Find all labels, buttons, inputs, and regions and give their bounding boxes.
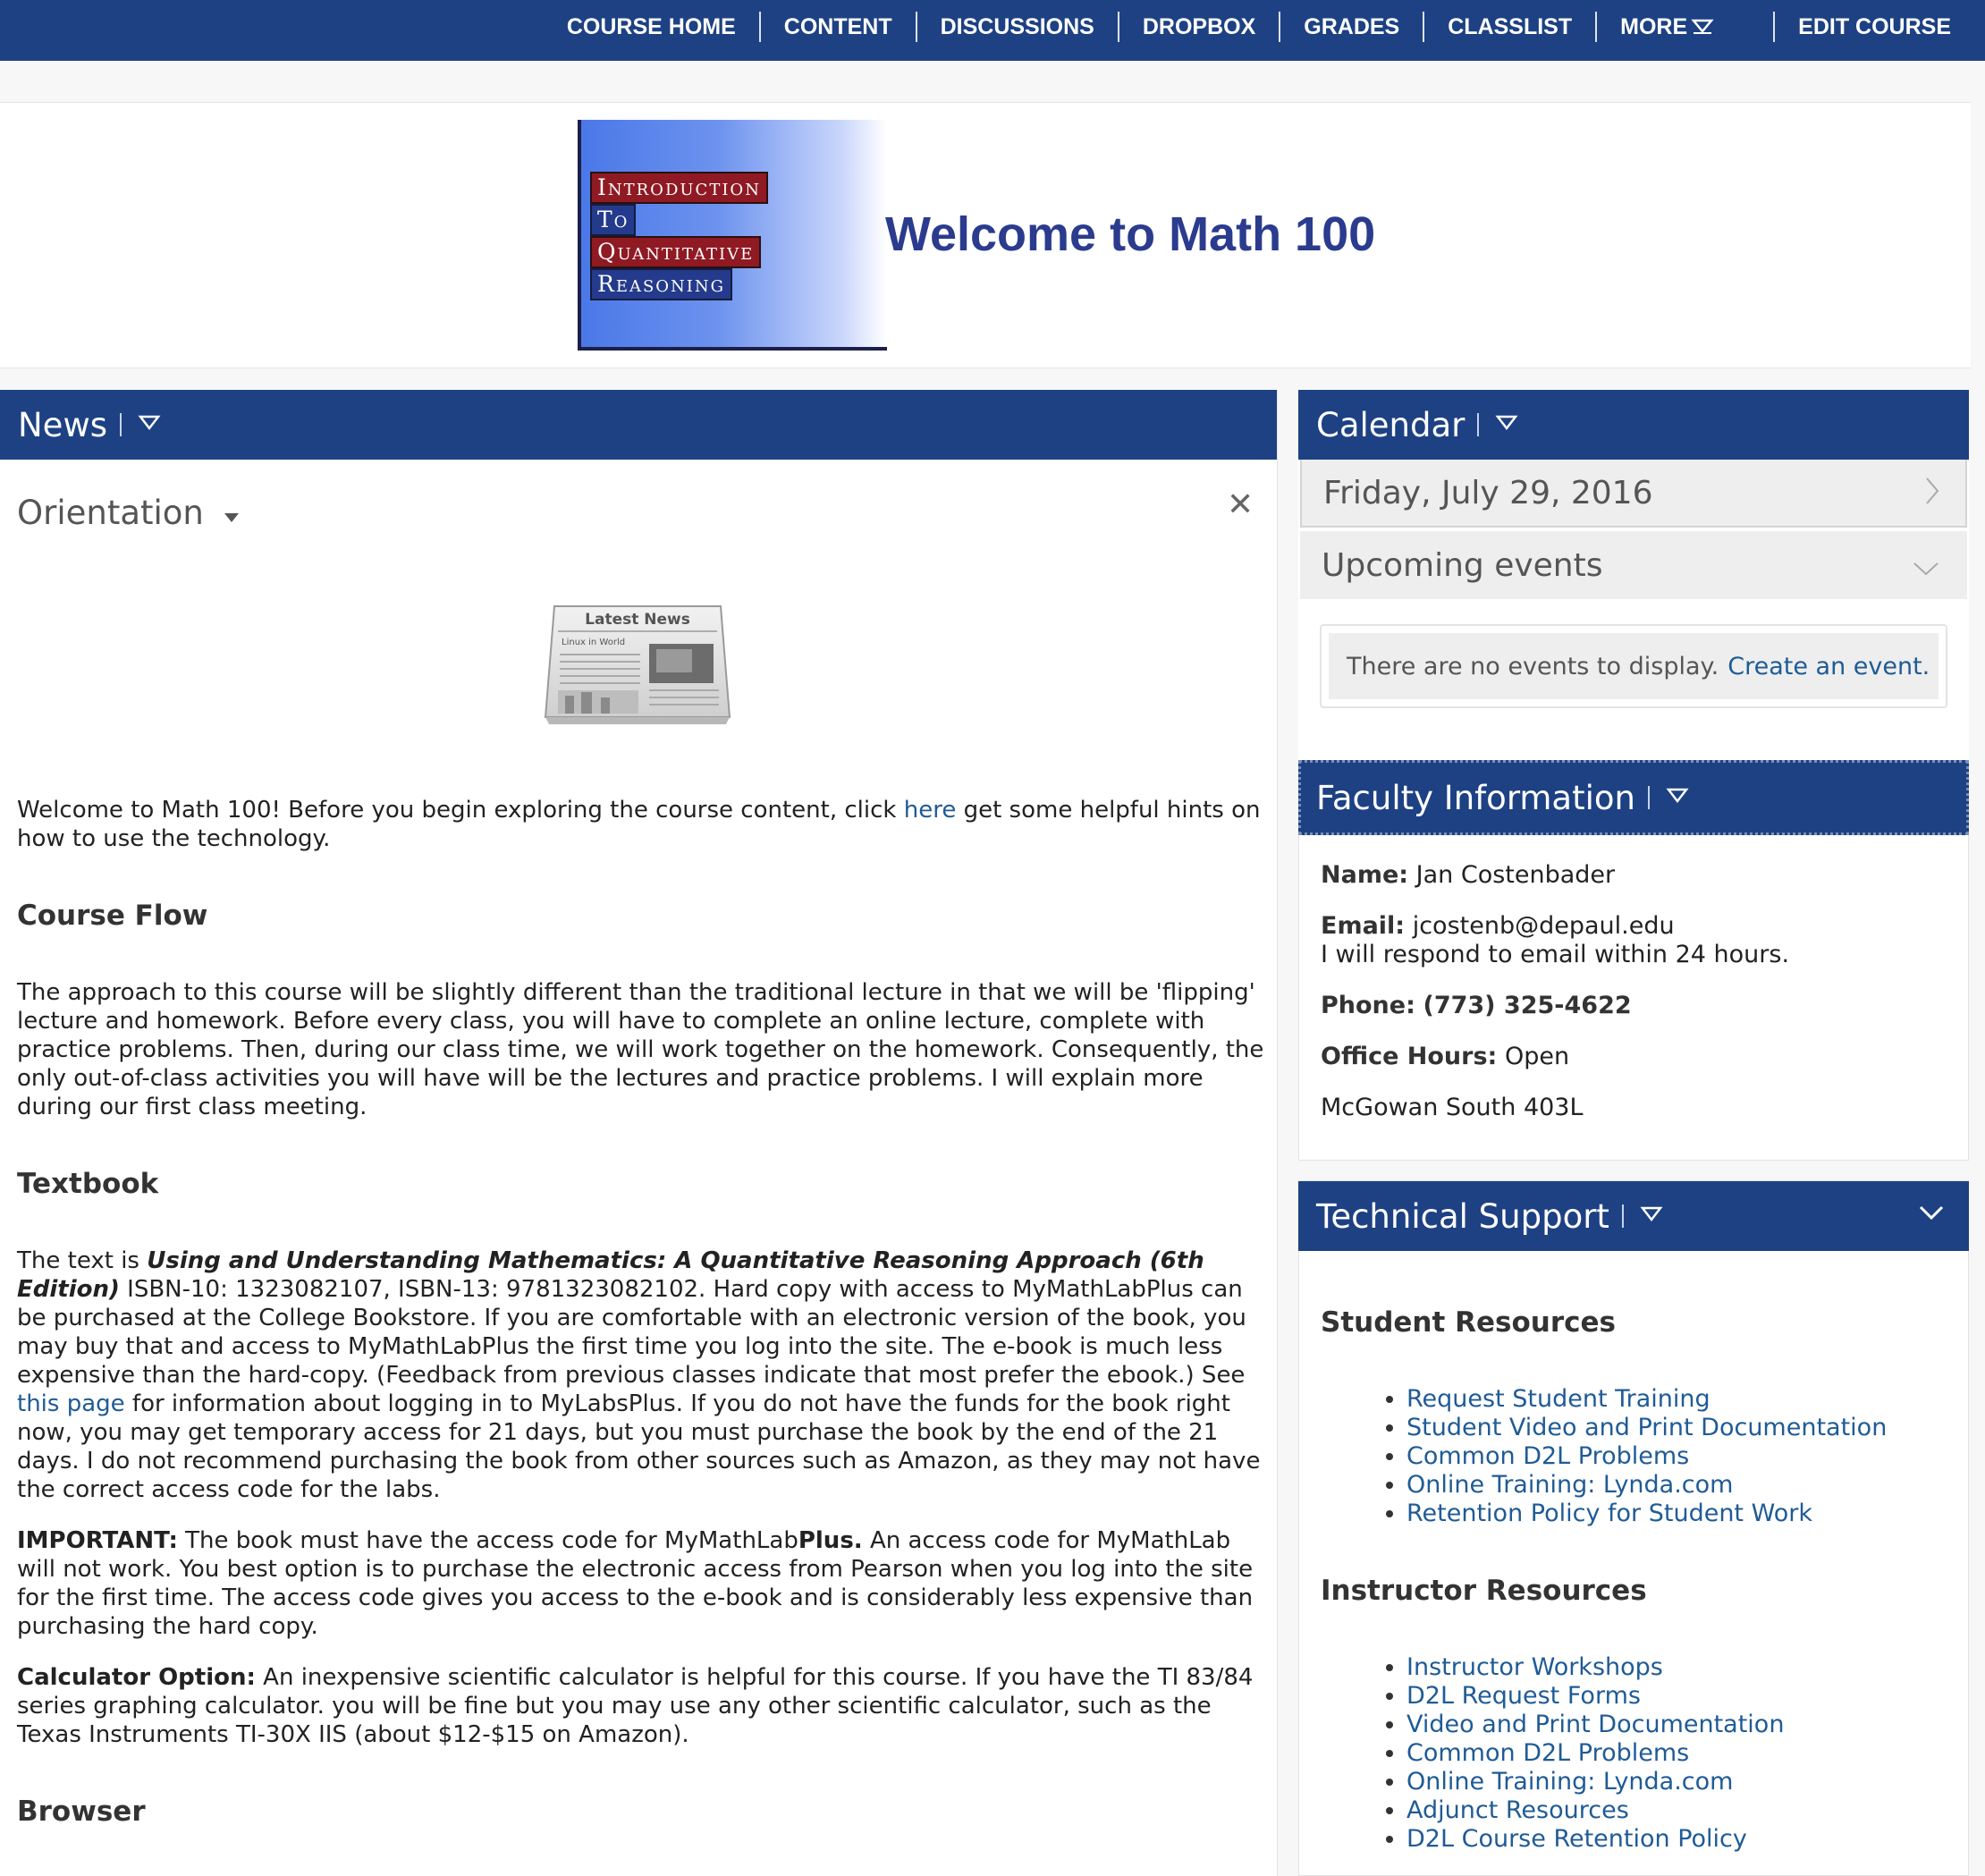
list-item	[1406, 1739, 1947, 1768]
no-events-message: There are no events to display. Create an event.	[1329, 633, 1939, 699]
student-resources-list	[1321, 1385, 1947, 1528]
faculty-email: jcostenb@depaul.edu	[1412, 912, 1675, 940]
logo-line-3: Quantitative	[590, 236, 761, 268]
tech-support-header	[1298, 1181, 1969, 1251]
nav-edit-course[interactable]: EDIT COURSE	[1798, 13, 1951, 39]
important-label: IMPORTANT:	[17, 1527, 178, 1554]
nav-divider	[1595, 12, 1597, 42]
faculty-name: Jan Costenbader	[1415, 861, 1616, 889]
instructor-link[interactable]: Adjunct Resources	[1406, 1796, 1629, 1824]
news-body	[17, 796, 1269, 1826]
student-resources-heading: Student Resources	[1321, 1306, 1616, 1339]
faculty-header	[1298, 760, 1969, 835]
important-paragraph: IMPORTANT: The book must have the access code for MyMathLabPlus. An access code for MyMathLab will not work. You best option is to purchase the electronic access from Pearson when you log into the site for the first time. The access code gives you access to the e-book and is considerably less expensive than purchasing the hard copy.	[17, 1527, 1254, 1640]
top-navbar	[0, 0, 1985, 61]
chevron-right-icon[interactable]	[1924, 476, 1940, 514]
faculty-email-row: Email: jcostenb@depaul.edu I will respond to email within 24 hours.	[1321, 912, 1790, 968]
list-item	[1406, 1682, 1947, 1711]
faculty-email-note: I will respond to email within 24 hours.	[1321, 941, 1790, 968]
upcoming-events-toggle[interactable]	[1300, 531, 1967, 599]
widget-menu-icon[interactable]	[1640, 1204, 1663, 1228]
nav-course-home[interactable]: COURSE HOME	[566, 13, 736, 39]
list-item	[1406, 1414, 1947, 1442]
faculty-phone-row: Phone: (773) 325-4622	[1321, 992, 1632, 1019]
textbook-title: Using and Understanding Mathematics: A Quantitative Reasoning Approach (6th Edition)	[17, 1247, 1204, 1303]
calculator-label: Calculator Option:	[17, 1664, 256, 1691]
nav-dropbox[interactable]: DROPBOX	[1142, 13, 1256, 39]
intro-paragraph: Welcome to Math 100! Before you begin exploring the course content, click here get some helpful hints on how to use the technology.	[17, 797, 1261, 852]
news-title: News	[18, 405, 107, 444]
newspaper-headline: Latest News	[585, 611, 690, 629]
list-item	[1406, 1385, 1947, 1414]
list-item	[1406, 1768, 1947, 1796]
triangle-down-icon[interactable]	[224, 494, 240, 532]
nav-more-label: MORE	[1620, 13, 1688, 39]
chevron-down-icon[interactable]	[1917, 1203, 1946, 1226]
student-link[interactable]: Request Student Training	[1406, 1385, 1710, 1413]
list-item	[1406, 1471, 1947, 1500]
list-item	[1406, 1500, 1947, 1528]
list-item	[1406, 1442, 1947, 1471]
student-link[interactable]: Online Training: Lynda.com	[1406, 1471, 1734, 1499]
nav-more[interactable]	[1597, 14, 1737, 40]
nav-divider	[1279, 12, 1280, 42]
close-icon[interactable]: ✕	[1227, 486, 1254, 523]
nav-divider	[1118, 12, 1119, 42]
faculty-widget	[1298, 760, 1969, 1161]
logo-line-2: To	[590, 204, 636, 236]
instructor-link[interactable]: D2L Course Retention Policy	[1406, 1825, 1747, 1853]
textbook-heading: Textbook	[17, 1168, 159, 1200]
logo-line-1: Introduction	[590, 172, 768, 204]
news-widget	[0, 390, 1278, 1876]
nav-divider	[759, 12, 761, 42]
list-item	[1406, 1653, 1947, 1682]
nav-divider	[1423, 12, 1424, 42]
nav-divider	[916, 12, 917, 42]
news-header	[0, 390, 1277, 460]
course-flow-paragraph: The approach to this course will be slightly different than the traditional lecture in that we will be 'flipping' lecture and homework. Before every class, you will have to complete an online lecture, complete with practice problems. Then, during our class time, we will work together on the homework. Consequently, the only out-of-class activities you will have will be the lectures and practice problems. I will explain more during our first class meeting.	[17, 979, 1264, 1120]
instructor-resources-heading: Instructor Resources	[1321, 1575, 1647, 1607]
nav-grades[interactable]: GRADES	[1304, 13, 1400, 39]
page-title: Welcome to Math 100	[885, 207, 1376, 261]
header-divider	[1477, 413, 1479, 436]
faculty-name-row: Name: Jan Costenbader	[1321, 861, 1616, 889]
calendar-header	[1298, 390, 1969, 460]
newspaper-image	[542, 603, 733, 728]
faculty-hours: Open	[1504, 1043, 1570, 1070]
no-events-box	[1320, 624, 1947, 708]
faculty-title: Faculty Information	[1316, 778, 1635, 817]
instructor-resources-list	[1321, 1653, 1947, 1854]
nav-discussions[interactable]: DISCUSSIONS	[940, 13, 1094, 39]
header-divider	[120, 413, 122, 436]
faculty-hours-row: Office Hours: Open	[1321, 1043, 1570, 1070]
instructor-link[interactable]: Video and Print Documentation	[1406, 1711, 1785, 1738]
student-link[interactable]: Retention Policy for Student Work	[1406, 1500, 1812, 1527]
logo-line-4: Reasoning	[590, 268, 732, 300]
news-item-title[interactable]	[17, 494, 240, 532]
course-flow-heading: Course Flow	[17, 900, 208, 932]
calendar-date-label: Friday, July 29, 2016	[1323, 474, 1653, 511]
widget-menu-icon[interactable]	[1666, 786, 1689, 809]
list-item	[1406, 1796, 1947, 1825]
student-link[interactable]: Common D2L Problems	[1406, 1442, 1690, 1470]
newspaper-subtitle: Linux in World	[562, 638, 626, 647]
caret-down-icon	[1691, 14, 1714, 40]
intro-here-link[interactable]: here	[903, 797, 957, 824]
nav-content[interactable]: CONTENT	[783, 13, 892, 39]
faculty-office: McGowan South 403L	[1321, 1094, 1584, 1121]
news-item-title-text: Orientation	[17, 494, 204, 532]
course-logo	[578, 120, 887, 351]
this-page-link[interactable]: this page	[17, 1390, 125, 1417]
instructor-link[interactable]: Instructor Workshops	[1406, 1653, 1663, 1681]
widget-menu-icon[interactable]	[1495, 413, 1518, 436]
calendar-date[interactable]	[1300, 460, 1967, 528]
instructor-link[interactable]: Online Training: Lynda.com	[1406, 1768, 1734, 1796]
student-link[interactable]: Student Video and Print Documentation	[1406, 1414, 1888, 1441]
instructor-link[interactable]: D2L Request Forms	[1406, 1682, 1641, 1710]
create-event-link[interactable]: Create an event.	[1727, 652, 1930, 680]
widget-menu-icon[interactable]	[138, 413, 161, 436]
tech-support-title: Technical Support	[1316, 1196, 1609, 1236]
header-divider	[1622, 1204, 1624, 1228]
instructor-link[interactable]: Common D2L Problems	[1406, 1739, 1690, 1767]
tech-support-widget	[1298, 1180, 1969, 1876]
tech-support-body	[1321, 1308, 1947, 1854]
calculator-paragraph: Calculator Option: An inexpensive scientific calculator is helpful for this course. If you have the TI 83/84 series graphing calculator. you will be fine but you may use any other scientific calculator, such as the Texas Instruments TI-30X IIS (about $12-$15 on Amazon).	[17, 1664, 1254, 1748]
list-item	[1406, 1825, 1947, 1854]
faculty-phone: (773) 325-4622	[1423, 992, 1632, 1019]
upcoming-events-label: Upcoming events	[1322, 546, 1603, 584]
nav-list	[544, 0, 1974, 54]
calendar-title: Calendar	[1316, 405, 1466, 444]
nav-classlist[interactable]: CLASSLIST	[1448, 13, 1573, 39]
header-divider	[1648, 786, 1650, 809]
nav-divider	[1773, 12, 1775, 42]
faculty-body	[1321, 861, 1947, 1145]
browser-heading: Browser	[17, 1796, 146, 1828]
course-banner	[0, 102, 1971, 368]
list-item	[1406, 1711, 1947, 1739]
chevron-down-icon[interactable]	[1912, 549, 1940, 586]
textbook-paragraph: The text is Using and Understanding Mathematics: A Quantitative Reasoning Approach (6th Edition) ISBN-10: 1323082107, ISBN-13: 9781323082102. Hard copy with access to MyMathLabPlus can be purchased at the College Bookstore. If you are comfortable with an electronic version of the book, you may buy that and access to MyMathLabPlus the first time you log into the site. The e-book is much less expensive than the hard-copy. (Feedback from previous classes indicate that most prefer the ebook.) See this page for information about logging in to MyLabsPlus. If you do not have the funds for the book right now, you may get temporary access for 21 days, but you must purchase the book by the end of the 21 days. I do not recommend purchasing the book from other sources such as Amazon, as they may not have the correct access code for the labs.	[17, 1247, 1261, 1503]
